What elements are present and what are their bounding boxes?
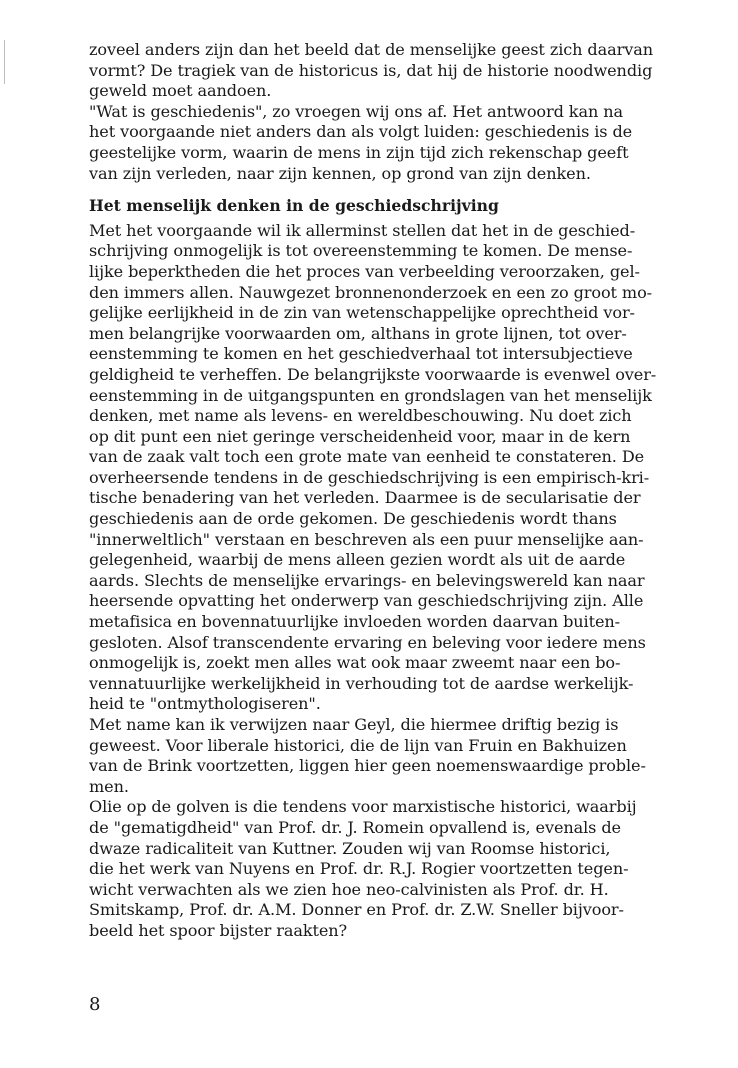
text-line: vennatuurlijke werkelijkheid in verhouding tot de aardse werkelijk- xyxy=(89,673,634,693)
text-line: geldigheid te verheffen. De belangrijkste voorwaarde is evenwel over- xyxy=(89,364,657,384)
paragraph-5 xyxy=(89,797,709,941)
text-line: het voorgaande niet anders dan als volgt luiden: geschiedenis is de xyxy=(89,122,633,142)
text-line: gesloten. Alsof transcendente ervaring en beleving voor iedere mens xyxy=(89,632,646,652)
page-number: 8 xyxy=(89,994,101,1015)
paragraph-1 xyxy=(89,40,709,102)
text-line: heid te "ontmythologiseren". xyxy=(89,694,321,714)
text-line: "Wat is geschiedenis", zo vroegen wij ons af. Het antwoord kan na xyxy=(89,101,623,121)
text-line: den immers allen. Nauwgezet bronnenonderzoek en een zo groot mo- xyxy=(89,282,653,302)
paragraph-4 xyxy=(89,715,709,797)
text-line: metafisica en bovennatuurlijke invloeden worden daarvan buiten- xyxy=(89,612,620,632)
text-line: men belangrijke voorwaarden om, althans in grote lijnen, tot over- xyxy=(89,323,627,343)
text-line: geweld moet aandoen. xyxy=(89,81,272,101)
text-line: vormt? De tragiek van de historicus is, dat hij de historie noodwendig xyxy=(89,60,653,80)
text-line: van de zaak valt toch een grote mate van eenheid te constateren. De xyxy=(89,447,645,467)
text-line: gelegenheid, waarbij de mens alleen gezien wordt als uit de aarde xyxy=(89,550,626,570)
text-line: eenstemming te komen en het geschiedverhaal tot intersubjectieve xyxy=(89,344,633,364)
text-line: Met het voorgaande wil ik allerminst stellen dat het in de geschied- xyxy=(89,220,636,240)
text-line: gelijke eerlijkheid in de zin van wetenschappelijke oprechtheid vor- xyxy=(89,303,635,323)
text-line: Smitskamp, Prof. dr. A.M. Donner en Prof. dr. Z.W. Sneller bijvoor- xyxy=(89,900,624,920)
text-line: lijke beperktheden die het proces van verbeelding veroorzaken, gel- xyxy=(89,261,640,281)
text-line: denken, met name als levens- en wereldbeschouwing. Nu doet zich xyxy=(89,406,632,426)
scan-edge-mark xyxy=(4,40,5,84)
text-line: heersende opvatting het onderwerp van geschiedschrijving zijn. Alle xyxy=(89,591,644,611)
text-line: zoveel anders zijn dan het beeld dat de menselijke geest zich daarvan xyxy=(89,40,653,59)
paragraph-3 xyxy=(89,221,709,715)
text-line: schrijving onmogelijk is tot overeenstemming te komen. De mense- xyxy=(89,241,633,261)
text-line: de "gematigdheid" van Prof. dr. J. Romein opvallend is, evenals de xyxy=(89,817,621,837)
text-line: geweest. Voor liberale historici, die de lijn van Fruin en Bakhuizen xyxy=(89,735,627,755)
text-line: van zijn verleden, naar zijn kennen, op grond van zijn denken. xyxy=(89,163,591,183)
text-line: "innerweltlich" verstaan en beschreven als een puur menselijke aan- xyxy=(89,529,644,549)
text-line: die het werk van Nuyens en Prof. dr. R.J. Rogier voortzetten tegen- xyxy=(89,859,629,879)
paragraph-2 xyxy=(89,102,709,184)
text-line: Met name kan ik verwijzen naar Geyl, die hiermee driftig bezig is xyxy=(89,715,619,734)
text-line: onmogelijk is, zoekt men alles wat ook maar zweemt naar een bo- xyxy=(89,653,621,673)
text-line: Olie op de golven is die tendens voor marxistische historici, waarbij xyxy=(89,797,637,817)
text-line: eenstemming in de uitgangspunten en grondslagen van het menselijk xyxy=(89,385,652,405)
text-line: men. xyxy=(89,776,129,796)
text-line: overheersende tendens in de geschiedschrijving is een empirisch-kri- xyxy=(89,467,650,487)
text-line: aards. Slechts de menselijke ervarings- en belevingswereld kan naar xyxy=(89,570,645,590)
text-line: dwaze radicaliteit van Kuttner. Zouden wij van Roomse historici, xyxy=(89,838,611,858)
text-line: wicht verwachten als we zien hoe neo-calvinisten als Prof. dr. H. xyxy=(89,879,609,899)
page-text xyxy=(89,40,709,942)
text-line: van de Brink voortzetten, liggen hier geen noemenswaardige proble- xyxy=(89,756,646,776)
text-line: geestelijke vorm, waarin de mens in zijn tijd zich rekenschap geeft xyxy=(89,142,629,162)
text-line: geschiedenis aan de orde gekomen. De geschiedenis wordt thans xyxy=(89,509,617,529)
text-line: op dit punt een niet geringe verscheidenheid voor, maar in de kern xyxy=(89,426,631,446)
text-line: tische benadering van het verleden. Daarmee is de secularisatie der xyxy=(89,488,641,508)
text-line: beeld het spoor bijster raakten? xyxy=(89,920,348,940)
section-heading: Het menselijk denken in de geschiedschrijving xyxy=(89,196,499,216)
